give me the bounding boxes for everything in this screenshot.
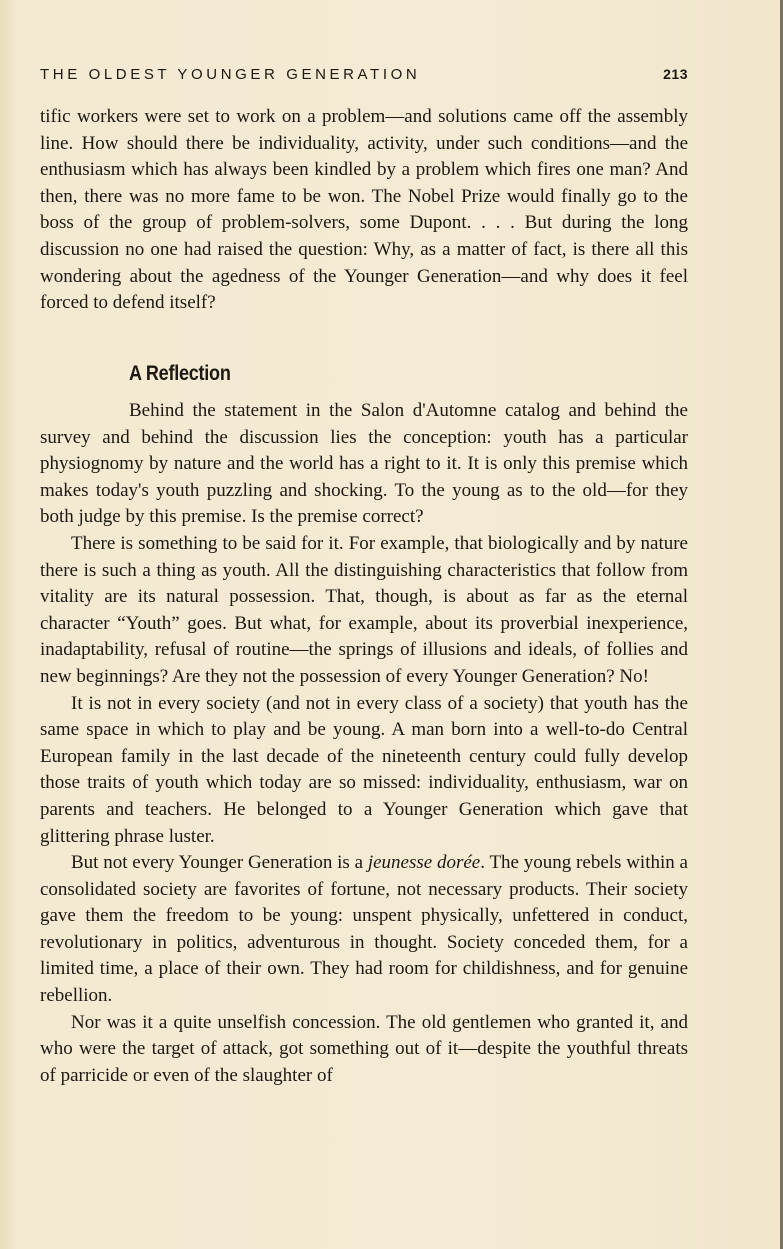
page-header: [40, 66, 688, 88]
continued-text: [40, 104, 688, 317]
section-body: [40, 398, 688, 1089]
running-head: THE OLDEST YOUNGER GENERATION: [40, 66, 421, 83]
paragraph-continued: tific workers were set to work on a problem—and solutions came off the assembly line. How should there be individuality, activity, under such conditions—and the enthusiasm which has always been kindled by a problem which fires one man? And then, there was no more fame to be won. The Nobel Prize would finally go to the boss of the group of problem-solvers, some Dupont. . . . But during the long discussion no one had raised the question: Why, as a matter of fact, is there all this wondering about the agedness of the Younger Generation—and why does it feel forced to defend itself?: [40, 106, 688, 314]
section-heading: A Reflection: [129, 362, 231, 385]
paragraph-4-lead: But not every Younger Generation is a: [71, 852, 368, 874]
emphasis-jeunesse-doree: jeunesse dorée: [367, 852, 481, 874]
page-number: 213: [663, 66, 688, 82]
paragraph-4-rest: . The young rebels within a consolidated society are favorites of fortune, not necessary products. Their society gave them the freedom to be young: unspent physically, unfettered in conduct, revolutionary in politics, adventurous in thought. Society conceded them, for a limited time, a place of their own. They had room for childishness, and for genuine rebellion.: [40, 852, 688, 1007]
paragraph-5: Nor was it a quite unselfish concession. The old gentlemen who granted it, and who were the target of attack, got something out of it—despite the youthful threats of parricide or even of the slaughter of: [40, 1011, 688, 1086]
paragraph-2: There is something to be said for it. For example, that biologically and by nature there is such a thing as youth. All the distinguishing characteristics that follow from vitality are its natural possession. That, though, is about as far as the eternal character “Youth” goes. But what, for example, about its proverbial inexperience, inadaptability, refusal of routine—the springs of illusions and ideals, of follies and new beginnings? Are they not the possession of every Younger Generation? No!: [40, 532, 688, 687]
paragraph-1: Behind the statement in the Salon d'Automne catalog and behind the survey and behind the discussion lies the conception: youth has a particular physiognomy by nature and the world has a right to it. It is only this premise which makes today's youth puzzling and shocking. To the young as to the old—for they both judge by this premise. Is the premise correct?: [40, 400, 688, 528]
paragraph-4: [40, 850, 688, 1010]
paragraph-3: It is not in every society (and not in every class of a society) that youth has the same space in which to play and be young. A man born into a well-to-do Central European family in the last decade of the nineteenth century could fully develop those traits of youth which today are so missed: individuality, enthusiasm, war on parents and teachers. He belonged to a Younger Generation which gave that glittering phrase luster.: [40, 692, 688, 847]
